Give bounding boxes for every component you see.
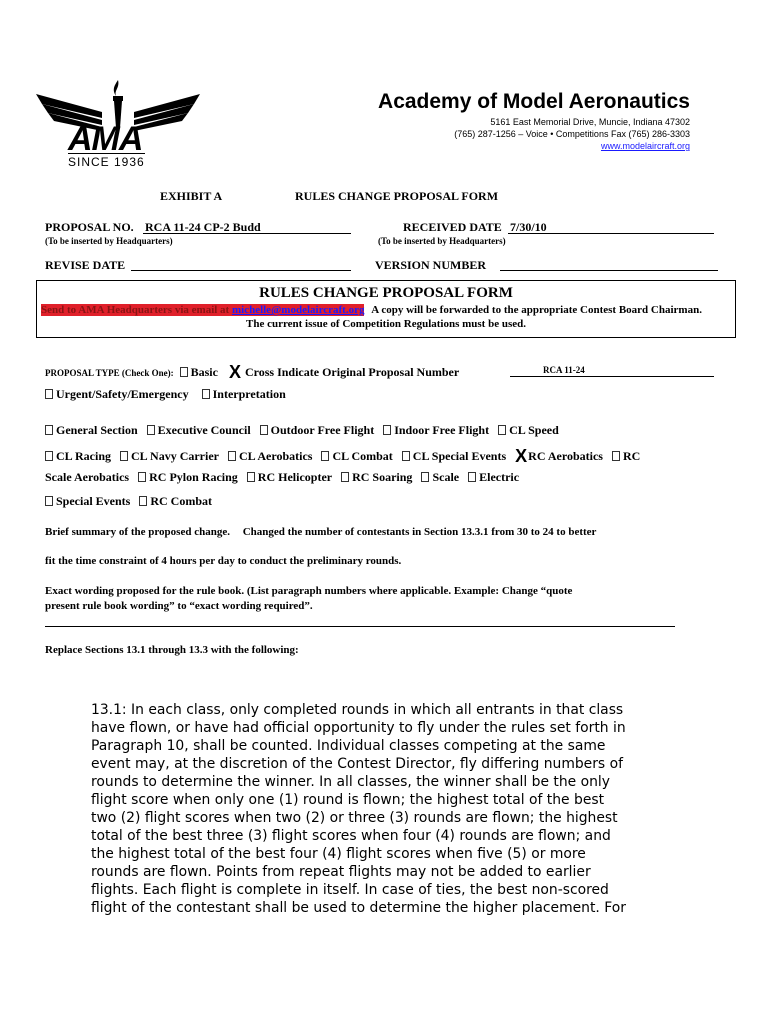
indoor-free-flight-checkbox[interactable] [383, 425, 391, 435]
category-row-4 [45, 494, 218, 509]
proposal-no-underline [143, 233, 351, 234]
received-date-value[interactable]: 7/30/10 [510, 220, 547, 234]
rc-scale-aerobatics-checkbox[interactable] [612, 451, 620, 461]
electric-checkbox[interactable] [468, 472, 476, 482]
category-label: Scale Aerobatics [45, 470, 130, 484]
version-number-label: VERSION NUMBER [375, 258, 487, 272]
org-address: 5161 East Memorial Drive, Muncie, Indiana 47302 [490, 117, 690, 127]
basic-checkbox[interactable] [180, 367, 188, 377]
rule-text-line: event may, at the discretion of the Contest Director, fly differing numbers of [91, 756, 623, 772]
cl-combat-checkbox[interactable] [321, 451, 329, 461]
category-label: Executive Council [157, 423, 251, 437]
revise-date-field[interactable] [131, 270, 351, 271]
rule-text-block [91, 701, 626, 917]
form-title: RULES CHANGE PROPOSAL FORM [295, 189, 499, 203]
rc-combat-checkbox[interactable] [139, 496, 147, 506]
summary-text: Changed the number of contestants in Section 13.3.1 from 30 to 24 to better [242, 526, 597, 538]
category-label: CL Combat [332, 449, 393, 463]
wording-instructions-2: present rule book wording” to “exact wording required”. [45, 600, 313, 612]
rule-text-line: have flown, or have had official opportunity to fly under the rules set forth in [91, 720, 626, 736]
logo-since-text: SINCE 1936 [68, 155, 145, 169]
exhibit-label: EXHIBIT A [160, 189, 223, 203]
proposal-type-row [45, 362, 459, 383]
rc-helicopter-checkbox[interactable] [247, 472, 255, 482]
category-row-1 [45, 423, 565, 438]
category-label: CL Special Events [412, 449, 507, 463]
org-phone: (765) 287-1256 – Voice • Competitions Fax (765) 286-3303 [454, 129, 690, 139]
category-label: CL Racing [56, 449, 112, 463]
proposal-no-label: PROPOSAL NO. [45, 220, 134, 234]
received-date-underline [508, 233, 714, 234]
rc-soaring-checkbox[interactable] [341, 472, 349, 482]
rule-text-line: flights. Each flight is complete in itself. In case of ties, the best non-scored [91, 882, 609, 898]
category-label: Indoor Free Flight [394, 423, 490, 437]
replace-sections-note: Replace Sections 13.1 through 13.3 with the following: [45, 644, 299, 656]
notice-title: RULES CHANGE PROPOSAL FORM [259, 285, 513, 301]
urgent-checkbox[interactable] [45, 389, 53, 399]
received-date-label: RECEIVED DATE [403, 220, 502, 234]
category-label: RC Helicopter [257, 470, 333, 484]
category-label: RC Combat [150, 494, 213, 508]
indicate-label: Indicate Original Proposal Number [277, 365, 460, 379]
category-row-3 [45, 470, 525, 485]
urgent-label: Urgent/Safety/Emergency [56, 387, 189, 401]
category-label: Outdoor Free Flight [270, 423, 375, 437]
notice-send-line [41, 304, 702, 316]
proposal-no-value[interactable]: RCA 11-24 CP-2 Budd [145, 220, 261, 234]
proposal-type-label: PROPOSAL TYPE (Check One): [45, 368, 174, 378]
cross-label: Cross [244, 365, 275, 379]
summary-line-1 [45, 526, 596, 538]
category-label: RC Aerobatics [528, 449, 603, 463]
category-label: General Section [56, 423, 138, 437]
cl-special-events-checkbox[interactable] [402, 451, 410, 461]
rule-text-line: Paragraph 10, shall be counted. Individual classes competing at the same [91, 738, 606, 754]
category-label: Scale [432, 470, 460, 484]
rule-text-line: two (2) flight scores when two (2) or three (3) rounds are flown; the highest [91, 810, 618, 826]
notice-box [36, 280, 736, 338]
category-label: Electric [479, 470, 520, 484]
category-label: CL Speed [509, 423, 559, 437]
special-events-checkbox[interactable] [45, 496, 53, 506]
summary-label: Brief summary of the proposed change. [45, 526, 230, 538]
rule-text-line: rounds to determine the winner. In all classes, the winner shall be the only [91, 774, 610, 790]
summary-line-2: fit the time constraint of 4 hours per day to conduct the preliminary rounds. [45, 555, 402, 567]
email-link[interactable]: michelle@modelaircraft.org [231, 304, 365, 316]
cl-speed-checkbox[interactable] [498, 425, 506, 435]
proposal-type-row2 [45, 387, 286, 402]
category-label: RC Pylon Racing [149, 470, 238, 484]
interpretation-label: Interpretation [212, 387, 286, 401]
wording-instructions-1: Exact wording proposed for the rule book. (List paragraph numbers where applicable. Example: Change “quote [45, 585, 573, 597]
rule-text-line: flight of the contestant shall be used to determine the higher placement. For [91, 900, 626, 916]
category-label: RC [622, 449, 641, 463]
version-number-field[interactable] [500, 270, 718, 271]
basic-label: Basic [190, 365, 218, 379]
revise-date-label: REVISE DATE [45, 258, 126, 272]
executive-council-checkbox[interactable] [147, 425, 155, 435]
ama-logo [32, 78, 204, 170]
category-label: RC Soaring [352, 470, 413, 484]
rc-pylon-racing-checkbox[interactable] [138, 472, 146, 482]
rule-text-line: rounds are flown. Points from repeat flights may not be added to earlier [91, 864, 591, 880]
outdoor-free-flight-checkbox[interactable] [260, 425, 268, 435]
rule-text-line: flight score when only one (1) round is flown; the highest total of the best [91, 792, 605, 808]
interpretation-checkbox[interactable] [202, 389, 210, 399]
send-instructions: Send to AMA Headquarters via email at [41, 304, 232, 316]
forward-note: A copy will be forwarded to the appropriate Contest Board Chairman. [371, 304, 702, 316]
category-label: Special Events [56, 494, 131, 508]
rule-text-line: total of the best three (3) flight scores when four (4) rounds are flown; and [91, 828, 611, 844]
current-issue-note: The current issue of Competition Regulations must be used. [245, 318, 526, 330]
category-label: CL Aerobatics [239, 449, 313, 463]
cl-navy-carrier-checkbox[interactable] [120, 451, 128, 461]
category-row-2 [45, 446, 640, 467]
cl-aerobatics-checkbox[interactable] [228, 451, 236, 461]
rule-text-line: 13.1: In each class, only completed rounds in which all entrants in that class [91, 702, 624, 718]
scale-checkbox[interactable] [421, 472, 429, 482]
cl-racing-checkbox[interactable] [45, 451, 53, 461]
rc-aerobatics-checkbox-checked[interactable]: X [515, 446, 528, 466]
original-proposal-number[interactable]: RCA 11-24 [543, 365, 585, 375]
wording-divider [45, 626, 675, 627]
website-link[interactable]: www.modelaircraft.org [600, 141, 690, 151]
org-name: Academy of Model Aeronautics [378, 90, 690, 113]
cross-checkbox-checked[interactable]: X [228, 362, 241, 382]
rule-text-line: the highest total of the best four (4) flight scores when five (5) or more [91, 846, 586, 862]
logo-ama-text: AMA [68, 120, 143, 158]
proposal-no-note: (To be inserted by Headquarters) [45, 236, 173, 246]
original-proposal-underline [510, 376, 714, 377]
general-section-checkbox[interactable] [45, 425, 53, 435]
received-date-note: (To be inserted by Headquarters) [378, 236, 506, 246]
category-label: CL Navy Carrier [131, 449, 219, 463]
